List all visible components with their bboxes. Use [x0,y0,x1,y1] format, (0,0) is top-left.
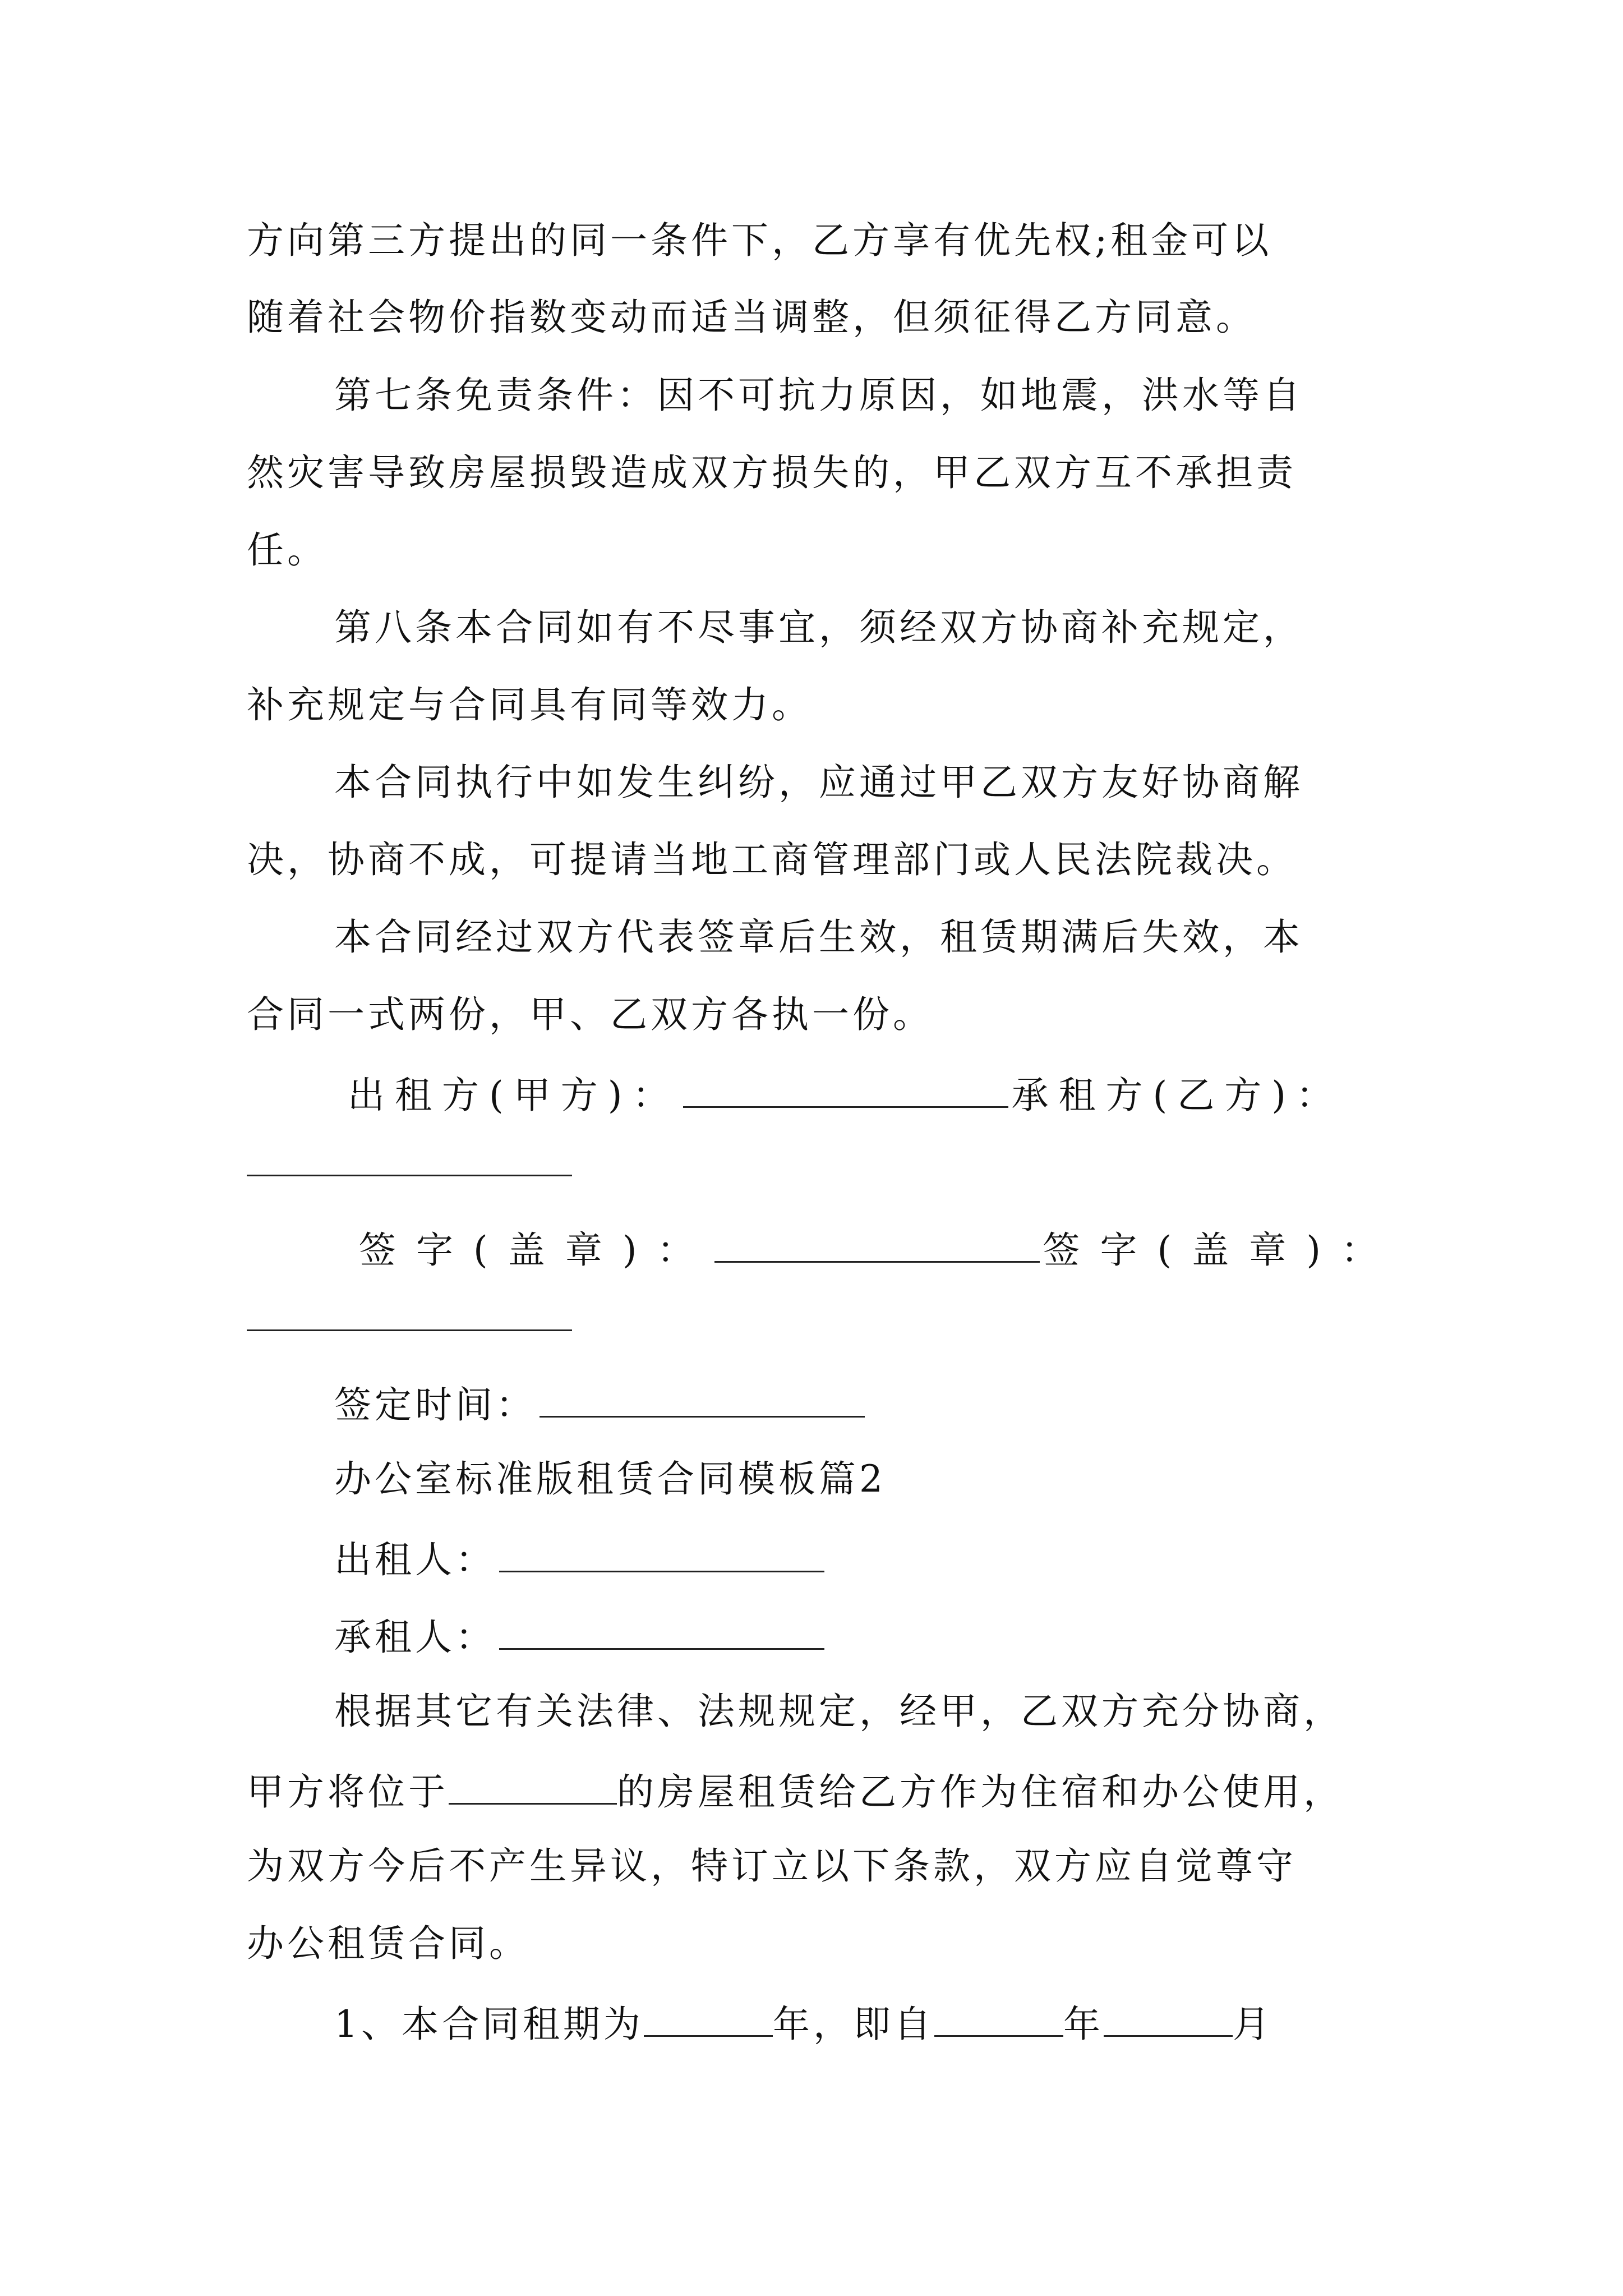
lessee-row [334,1616,828,1659]
lessor-row [334,1538,828,1579]
lessor-blank[interactable] [683,1074,1008,1108]
lessee-blank[interactable] [247,1175,572,1176]
effect-line: 本合同经过双方代表签章后生效，租赁期满后失效，本 [334,915,1303,959]
location-row [247,1770,1344,1814]
dispute-line: 本合同执行中如发生纠纷，应通过甲乙双方友好协商解 [334,761,1303,804]
lessee-label: 承租方(乙方)： [1011,1074,1343,1117]
location-blank[interactable] [449,1770,617,1805]
paragraph-line: 方向第三方提出的同一条件下，乙方享有优先权;租金可以 [247,219,1272,262]
paragraph-line: 办公租赁合同。 [247,1922,529,1965]
year-label: 年 [1063,2003,1104,2046]
paragraph-line: 根据其它有关法律、法规规定，经甲，乙双方充分协商， [334,1690,1344,1733]
lessee-name-label: 承租人： [334,1616,496,1659]
location-prefix: 甲方将位于 [247,1770,449,1814]
paragraph-line: 然灾害导致房屋损毁造成双方损失的，甲乙双方互不承担责 [247,451,1297,494]
paragraph-line: 合同一式两份，甲、乙双方各执一份。 [247,993,933,1036]
date-label: 签定时间： [334,1383,536,1427]
section-2-heading: 办公室标准版租赁合同模板篇2 [334,1457,886,1501]
paragraph-line: 任。 [247,528,328,572]
term-mid: 年，即自 [773,2003,934,2046]
lessor-name-blank[interactable] [499,1538,824,1572]
signing-date-row [334,1383,868,1427]
paragraph-line: 随着社会物价指数变动而适当调整，但须征得乙方同意。 [247,296,1256,339]
sign-label-a: 签字(盖章)： [359,1228,714,1272]
sign-label-b: 签字(盖章)： [1043,1228,1398,1272]
start-month-blank[interactable] [1104,2003,1233,2037]
clause-7-line: 第七条免责条件：因不可抗力原因，如地震，洪水等自 [334,374,1303,417]
term-prefix: 1、本合同租期为 [334,2003,644,2046]
paragraph-line: 补充规定与合同具有同等效力。 [247,683,812,726]
lessee-name-blank[interactable] [499,1616,824,1650]
clause-8-line: 第八条本合同如有不尽事宜，须经双方协商补充规定， [334,606,1303,649]
lessor-label: 出租方(甲方)： [348,1074,680,1117]
sign-blank-a[interactable] [714,1228,1040,1263]
sign-blank-b[interactable] [247,1329,572,1331]
lessor-name-label: 出租人： [334,1538,496,1581]
location-suffix: 的房屋租赁给乙方作为住宿和办公使用， [617,1770,1344,1814]
month-label: 月 [1233,2003,1273,2046]
lessor-signature-row [348,1074,1343,1117]
paragraph-line: 决，协商不成，可提请当地工商管理部门或人民法院裁决。 [247,838,1297,881]
lease-term-row [334,2003,1273,2046]
start-year-blank[interactable] [934,2003,1063,2037]
paragraph-line: 为双方今后不产生异议，特订立以下条款，双方应自觉尊守 [247,1844,1297,1888]
date-blank[interactable] [540,1383,865,1418]
term-years-blank[interactable] [644,2003,773,2037]
seal-signature-row [359,1228,1398,1272]
